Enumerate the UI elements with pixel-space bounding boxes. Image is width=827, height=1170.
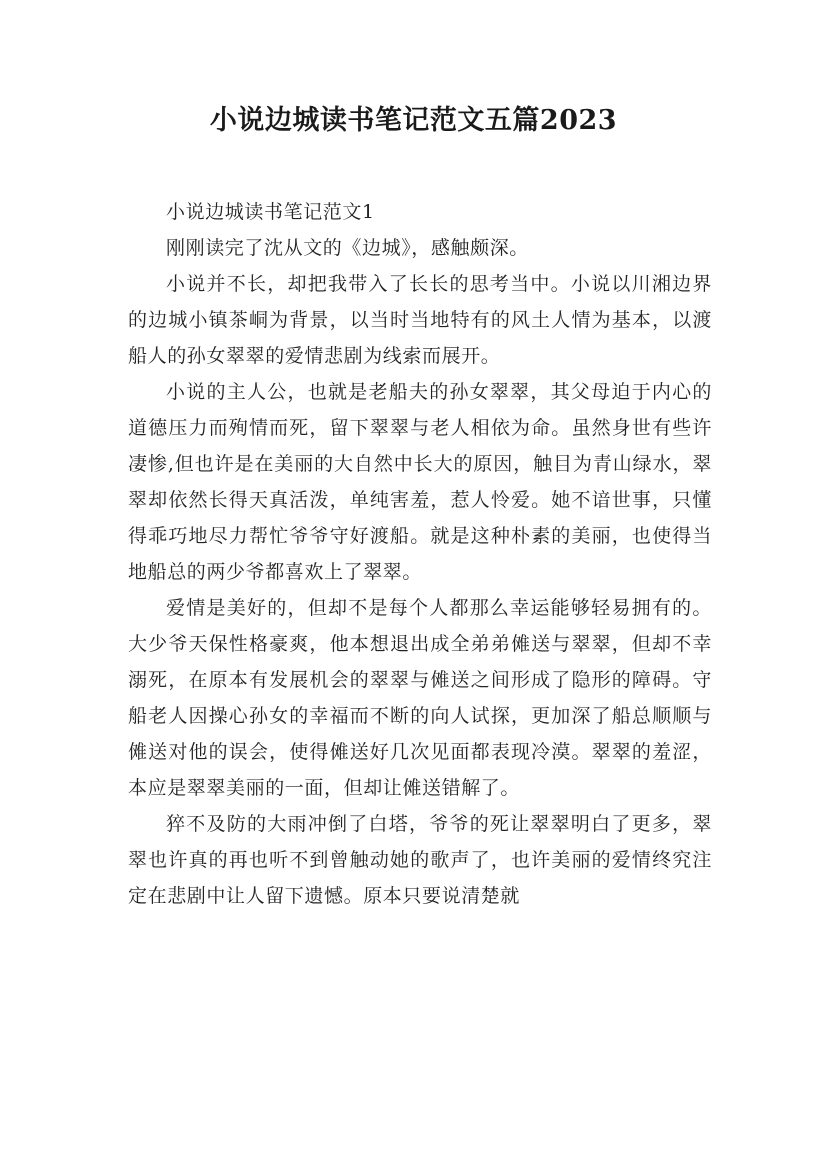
document-title: 小说边城读书笔记范文五篇2023 bbox=[209, 105, 618, 136]
paragraph: 爱情是美好的，但却不是每个人都那么幸运能够轻易拥有的。大少爷天保性格豪爽，他本想退出成全弟弟傩送与翠翠，但却不幸溺死，在原本有发展机会的翠翠与傩送之间形成了隐形的障碍。守船老人因操心孙女的幸福而不断的向人试探，更加深了船总顺顺与傩送对他的误会，使得傩送好几次见面都表现冷漠。翠翠的羞涩，本应是翠翠美丽的一面，但却让傩送错解了。 bbox=[128, 597, 712, 799]
paragraph: 刚刚读完了沈从文的《边城》，感触颇深。 bbox=[166, 237, 529, 259]
paragraph: 小说的主人公，也就是老船夫的孙女翠翠，其父母迫于内心的道德压力而殉情而死，留下翠翠与老人相依为命。虽然身世有些许凄惨,但也许是在美丽的大自然中长大的原因，触目为青山绿水，翠翠却依然长得天真活泼，单纯害羞，惹人怜爱。她不谙世事，只懂得乖巧地尽力帮忙爷爷守好渡船。就是这种朴素的美丽，也使得当地船总的两少爷都喜欢上了翠翠。 bbox=[128, 381, 712, 583]
document-body bbox=[128, 194, 712, 914]
paragraph: 猝不及防的大雨冲倒了白塔，爷爷的死让翠翠明白了更多，翠翠也许真的再也听不到曾触动她的歌声了，也许美丽的爱情终究注定在悲剧中让人留下遗憾。原本只要说清楚就 bbox=[128, 813, 712, 907]
section-heading: 小说边城读书笔记范文1 bbox=[166, 201, 375, 223]
paragraph: 小说并不长，却把我带入了长长的思考当中。小说以川湘边界的边城小镇茶峒为背景，以当时当地特有的风土人情为基本，以渡船人的孙女翠翠的爱情悲剧为线索而展开。 bbox=[128, 273, 712, 367]
